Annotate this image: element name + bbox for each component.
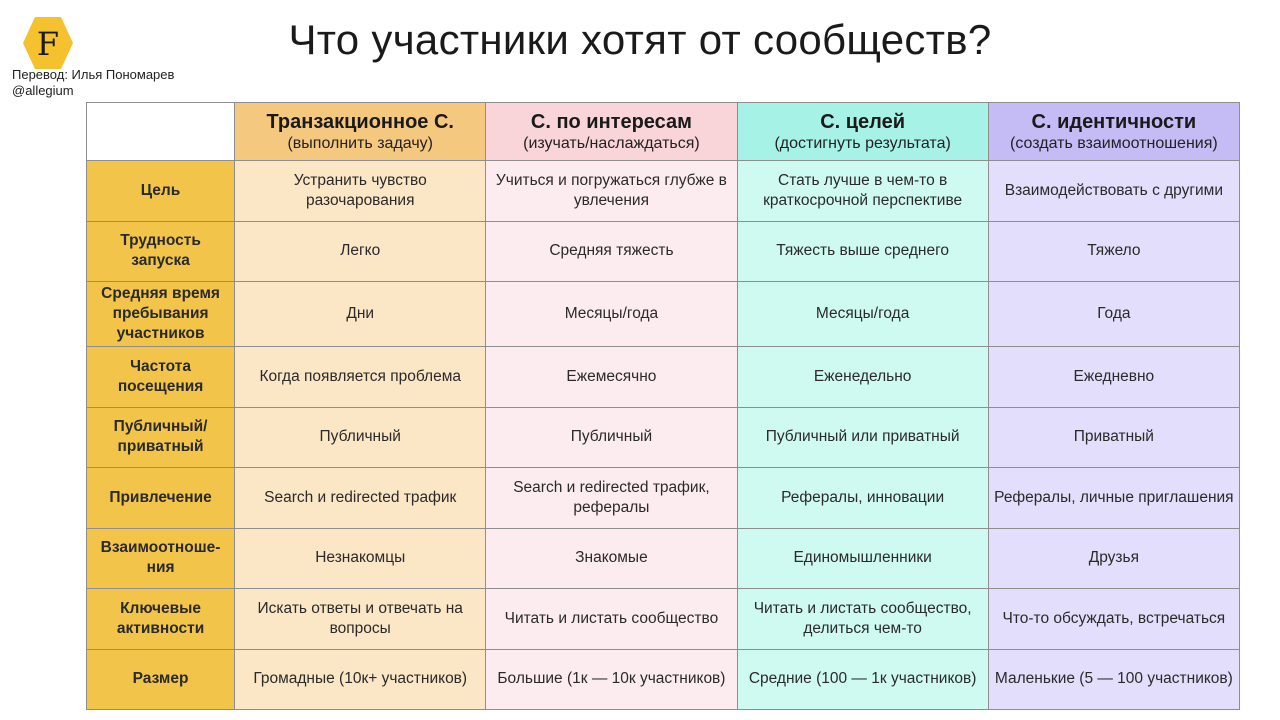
credit-translator: Перевод: Илья Пономарев bbox=[12, 67, 175, 82]
table-cell: Читать и листать сообщество bbox=[486, 589, 737, 650]
table-cell: Еженедельно bbox=[737, 347, 988, 408]
table-cell: Месяцы/года bbox=[486, 282, 737, 347]
table-cell: Тяжесть выше среднего bbox=[737, 221, 988, 282]
column-title: С. идентичности bbox=[1031, 110, 1197, 133]
column-header-interest bbox=[486, 103, 737, 161]
row-label: Публичный/ приватный bbox=[87, 407, 235, 468]
table-cell: Что-то обсуждать, встречаться bbox=[988, 589, 1239, 650]
table-cell: Ежедневно bbox=[988, 347, 1239, 408]
table-cell: Публичный или приватный bbox=[737, 407, 988, 468]
table-cell: Search и redirected трафик bbox=[235, 468, 486, 529]
column-subtitle: (выполнить задачу) bbox=[287, 134, 433, 152]
table-cell: Года bbox=[988, 282, 1239, 347]
table-row-member-tenure bbox=[87, 282, 1240, 347]
column-title: С. по интересам bbox=[530, 110, 692, 133]
row-label: Взаимоотноше-ния bbox=[87, 528, 235, 589]
table-cell: Рефералы, личные приглашения bbox=[988, 468, 1239, 529]
table-cell: Читать и листать сообщество, делиться чем-то bbox=[737, 589, 988, 650]
page-title: Что участники хотят от сообществ? bbox=[288, 16, 992, 63]
table-cell: Большие (1к — 10к участников) bbox=[486, 649, 737, 710]
row-label: Размер bbox=[87, 649, 235, 710]
table-cell: Единомышленники bbox=[737, 528, 988, 589]
column-title: С. целей bbox=[820, 110, 906, 133]
table-cell: Тяжело bbox=[988, 221, 1239, 282]
column-subtitle: (изучать/наслаждаться) bbox=[523, 134, 700, 152]
comparison-table bbox=[86, 102, 1240, 710]
column-title: Транзакционное С. bbox=[266, 110, 454, 133]
column-header-goals bbox=[737, 103, 988, 161]
table-cell: Друзья bbox=[988, 528, 1239, 589]
table-cell: Знакомые bbox=[486, 528, 737, 589]
row-label: Средняя время пребывания участников bbox=[87, 282, 235, 347]
column-header-identity bbox=[988, 103, 1239, 161]
table-cell: Незнакомцы bbox=[235, 528, 486, 589]
table-row-public-private bbox=[87, 407, 1240, 468]
row-label: Ключевые активности bbox=[87, 589, 235, 650]
column-subtitle: (достигнуть результата) bbox=[774, 134, 951, 152]
table-cell: Публичный bbox=[235, 407, 486, 468]
table-cell: Стать лучше в чем-то в краткосрочной перспективе bbox=[737, 161, 988, 222]
row-label: Цель bbox=[87, 161, 235, 222]
table-row-size bbox=[87, 649, 1240, 710]
table-row-key-activities bbox=[87, 589, 1240, 650]
table-cell: Легко bbox=[235, 221, 486, 282]
table-cell: Громадные (10к+ участников) bbox=[235, 649, 486, 710]
row-label: Привлечение bbox=[87, 468, 235, 529]
table-cell: Рефералы, инновации bbox=[737, 468, 988, 529]
table-row-launch-difficulty bbox=[87, 221, 1240, 282]
row-label: Трудность запуска bbox=[87, 221, 235, 282]
table-cell: Маленькие (5 — 100 участников) bbox=[988, 649, 1239, 710]
column-header-transactional bbox=[235, 103, 486, 161]
credit-handle: @allegium bbox=[12, 83, 74, 98]
table-cell: Приватный bbox=[988, 407, 1239, 468]
table-cell: Средние (100 — 1к участников) bbox=[737, 649, 988, 710]
logo-letter: F bbox=[36, 25, 60, 63]
table-cell: Средняя тяжесть bbox=[486, 221, 737, 282]
table-row-acquisition bbox=[87, 468, 1240, 529]
table-row-goal bbox=[87, 161, 1240, 222]
table-cell: Месяцы/года bbox=[737, 282, 988, 347]
table-cell: Взаимодействовать с другими bbox=[988, 161, 1239, 222]
table-cell: Учиться и погружаться глубже в увлечения bbox=[486, 161, 737, 222]
table-cell: Публичный bbox=[486, 407, 737, 468]
translation-credit bbox=[12, 67, 174, 99]
row-label: Частота посещения bbox=[87, 347, 235, 408]
table-cell: Дни bbox=[235, 282, 486, 347]
table-cell: Устранить чувство разочарования bbox=[235, 161, 486, 222]
table-row-relationships bbox=[87, 528, 1240, 589]
column-subtitle: (создать взаимоотношения) bbox=[1010, 134, 1218, 152]
table-cell: Ежемесячно bbox=[486, 347, 737, 408]
header-row bbox=[87, 103, 1240, 161]
corner-cell bbox=[87, 103, 235, 161]
table-row-visit-frequency bbox=[87, 347, 1240, 408]
table-cell: Искать ответы и отвечать на вопросы bbox=[235, 589, 486, 650]
table-cell: Search и redirected трафик, рефералы bbox=[486, 468, 737, 529]
table-cell: Когда появляется проблема bbox=[235, 347, 486, 408]
